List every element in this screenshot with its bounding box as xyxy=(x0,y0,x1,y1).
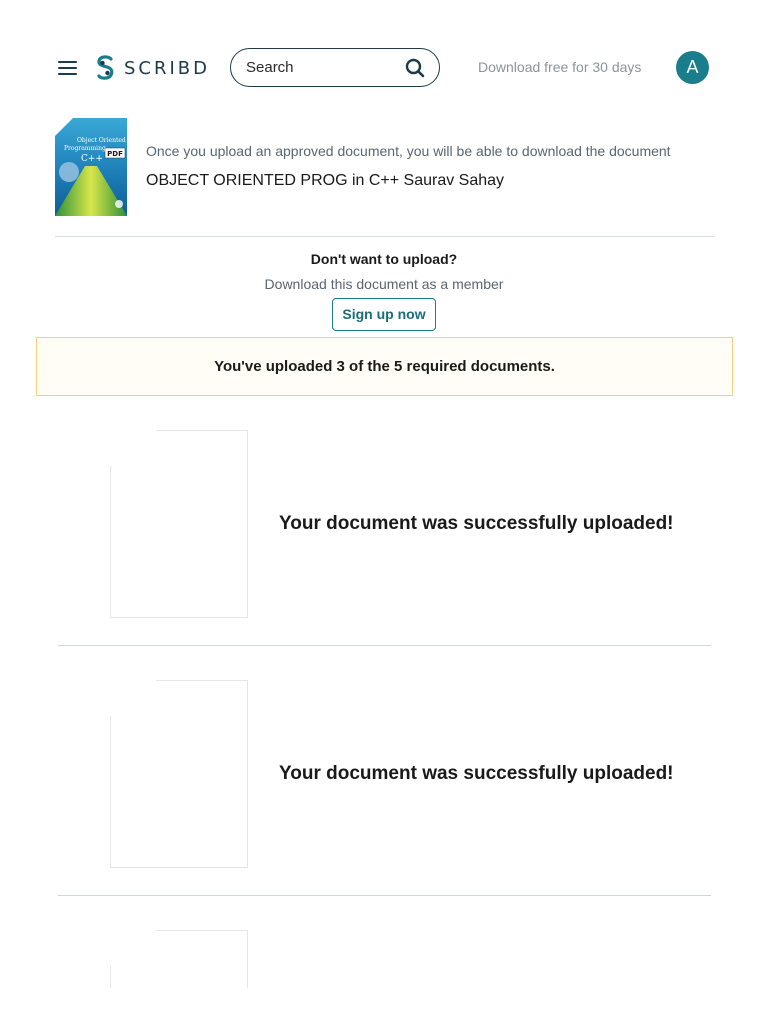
document-title[interactable]: OBJECT ORIENTED PROG in C++ Saurav Sahay xyxy=(146,172,505,189)
upload-progress-banner xyxy=(36,337,733,396)
member-heading: Don't want to upload? xyxy=(310,251,458,267)
sign-up-button[interactable]: Sign up now xyxy=(332,298,435,331)
member-subtext: Download this document as a member xyxy=(264,276,504,292)
cover-title-line2: Programming xyxy=(64,145,106,152)
upload-success-message: Your document was successfully uploaded! xyxy=(279,763,674,784)
header xyxy=(0,47,768,89)
scribd-logo-icon xyxy=(94,54,116,82)
upload-row xyxy=(58,930,711,988)
download-note: Once you upload an approved document, you will be able to download the document xyxy=(146,143,671,159)
row-divider xyxy=(58,645,711,646)
brand-name: SCRIBD xyxy=(124,57,211,79)
user-avatar[interactable]: A xyxy=(676,51,709,84)
document-info xyxy=(55,118,715,218)
search-icon[interactable] xyxy=(404,57,426,79)
scribd-logo[interactable] xyxy=(94,53,210,83)
uploaded-document-thumbnail xyxy=(110,680,248,868)
download-free-link[interactable]: Download free for 30 days xyxy=(478,59,642,75)
book-cover-image xyxy=(55,118,127,216)
document-cover xyxy=(55,118,127,216)
row-divider xyxy=(58,895,711,896)
search-box[interactable] xyxy=(230,48,440,87)
uploaded-document-thumbnail xyxy=(110,930,248,988)
divider xyxy=(55,236,715,237)
cover-title-line3: C++ xyxy=(81,154,103,164)
upload-row xyxy=(58,430,711,680)
search-input[interactable] xyxy=(246,59,396,76)
upload-progress-text: You've uploaded 3 of the 5 required documents. xyxy=(214,358,555,375)
upload-row xyxy=(58,680,711,930)
member-section xyxy=(0,248,768,331)
cover-title-line1: Object Oriented xyxy=(77,137,126,144)
hamburger-menu-icon[interactable] xyxy=(58,61,77,75)
upload-success-message: Your document was successfully uploaded! xyxy=(279,513,674,534)
cover-badge: PDF xyxy=(107,150,123,158)
uploaded-document-thumbnail xyxy=(110,430,248,618)
